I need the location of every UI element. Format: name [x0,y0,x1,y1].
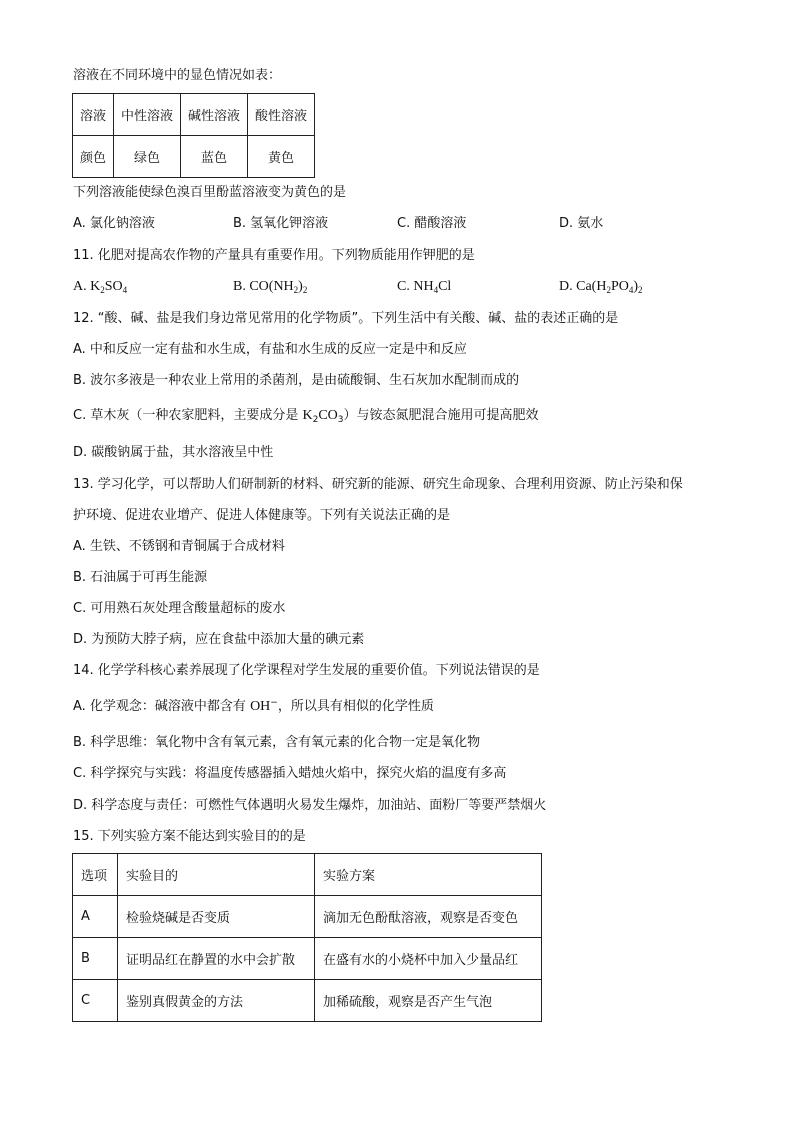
q13-option-c: C. 可用熟石灰处理含酸量超标的废水 [73,601,286,616]
q10-option-c: C. 醋酸溶液 [397,216,467,231]
q10-option-d: D. 氨水 [559,216,604,231]
table-cell: 颜色 [73,136,114,178]
table-cell: 绿色 [114,136,181,178]
table-cell: C [73,980,118,1022]
table-cell: 证明品红在静置的水中会扩散 [118,938,315,980]
option-text: ) [298,279,303,294]
q11-option-b [233,278,307,296]
option-text: Cl [438,279,452,294]
option-text: A. K [73,279,101,294]
option-text: SO [104,279,123,294]
table-row [73,938,542,980]
q10-option-b: B. 氢氧化钾溶液 [233,216,329,231]
formula-k: K [302,408,313,423]
q14-option-b: B. 科学思维：氧化物中含有氧元素，含有氧元素的化合物一定是氧化物 [73,735,481,750]
subscript: 4 [122,285,128,295]
hydroxide-ion: OH [250,699,271,714]
table-cell: 检验烧碱是否变质 [118,896,315,938]
table-cell: 实验方案 [315,854,542,896]
subscript: 2 [638,285,643,295]
q13-stem-line1: 13. 学习化学，可以帮助人们研制新的材料、研究新的能源、研究生命现象、合理利用资源、防止污染和保 [73,477,683,492]
table-cell: 加稀硫酸，观察是否产生气泡 [315,980,542,1022]
q11-option-d [559,278,643,296]
option-text: ，所以具有相似的化学性质 [277,699,434,714]
q15-stem: 15. 下列实验方案不能达到实验目的的是 [73,829,306,844]
table-row [73,854,542,896]
table-cell: A [73,896,118,938]
table-row [73,136,315,178]
table-cell: 中性溶液 [114,94,181,136]
q14-stem: 14. 化学学科核心素养展现了化学课程对学生发展的重要价值。下列说法错误的是 [73,663,540,678]
option-text: PO [610,279,629,294]
table-cell: 实验目的 [118,854,315,896]
table-row [73,896,542,938]
table-row [73,980,542,1022]
option-text: ) [633,279,639,294]
q13-stem-line2: 护环境、促进农业增产、促进人体健康等。下列有关说法正确的是 [73,508,451,523]
q10-intro: 溶液在不同环境中的显色情况如表： [73,68,282,83]
option-text: A. 化学观念：碱溶液中都含有 [73,699,251,714]
table-cell: 滴加无色酚酞溶液，观察是否变色 [315,896,542,938]
table-cell: 鉴别真假黄金的方法 [118,980,315,1022]
table-cell: 在盛有水的小烧杯中加入少量品红 [315,938,542,980]
q10-color-table [72,93,315,178]
q11-option-a [73,278,127,296]
q14-option-a [73,698,434,716]
superscript: − [270,698,278,708]
option-text: C. 草木灰（一种农家肥料，主要成分是 [73,408,303,423]
q11-stem: 11. 化肥对提高农作物的产量具有重要作用。下列物质能用作钾肥的是 [73,248,475,263]
table-cell: B [73,938,118,980]
q10-question: 下列溶液能使绿色溴百里酚蓝溶液变为黄色的是 [73,185,347,200]
q13-option-b: B. 石油属于可再生能源 [73,570,208,585]
subscript: 2 [312,415,319,425]
table-cell: 黄色 [248,136,315,178]
subscript: 2 [100,285,105,295]
option-text: ）与铵态氮肥混合施用可提高肥效 [343,408,539,423]
q11-option-c [397,278,451,296]
q12-option-d: D. 碳酸钠属于盐，其水溶液呈中性 [73,445,274,460]
q14-option-c: C. 科学探究与实践：将温度传感器插入蜡烛火焰中，探究火焰的温度有多高 [73,766,507,781]
subscript: 3 [337,415,344,425]
table-cell: 溶液 [73,94,114,136]
subscript: 4 [433,285,439,295]
q12-option-b: B. 波尔多液是一种农业上常用的杀菌剂，是由硫酸铜、生石灰加水配制而成的 [73,373,520,388]
q13-option-d: D. 为预防大脖子病，应在食盐中添加大量的碘元素 [73,632,365,647]
table-row [73,94,315,136]
q13-option-a: A. 生铁、不锈钢和青铜属于合成材料 [73,539,285,554]
option-text: B. CO(NH [233,279,294,294]
subscript: 2 [302,285,308,295]
table-cell: 酸性溶液 [248,94,315,136]
option-text: D. Ca(H [559,279,607,294]
q12-stem: 12. “酸、碱、盐是我们身边常见常用的化学物质”。下列生活中有关酸、碱、盐的表述正确的是 [73,311,619,326]
subscript: 4 [628,285,634,295]
q14-option-d: D. 科学态度与责任：可燃性气体遇明火易发生爆炸，加油站、面粉厂等要严禁烟火 [73,798,547,813]
q12-option-a: A. 中和反应一定有盐和水生成，有盐和水生成的反应一定是中和反应 [73,342,467,357]
q10-option-a: A. 氯化钠溶液 [73,216,155,231]
subscript: 2 [293,285,299,295]
option-text: C. NH [397,279,434,294]
q15-experiment-table [72,853,542,1022]
table-cell: 蓝色 [181,136,248,178]
formula-co: CO [318,408,338,423]
table-cell: 选项 [73,854,118,896]
subscript: 2 [606,285,611,295]
q12-option-c [73,407,539,425]
table-cell: 碱性溶液 [181,94,248,136]
